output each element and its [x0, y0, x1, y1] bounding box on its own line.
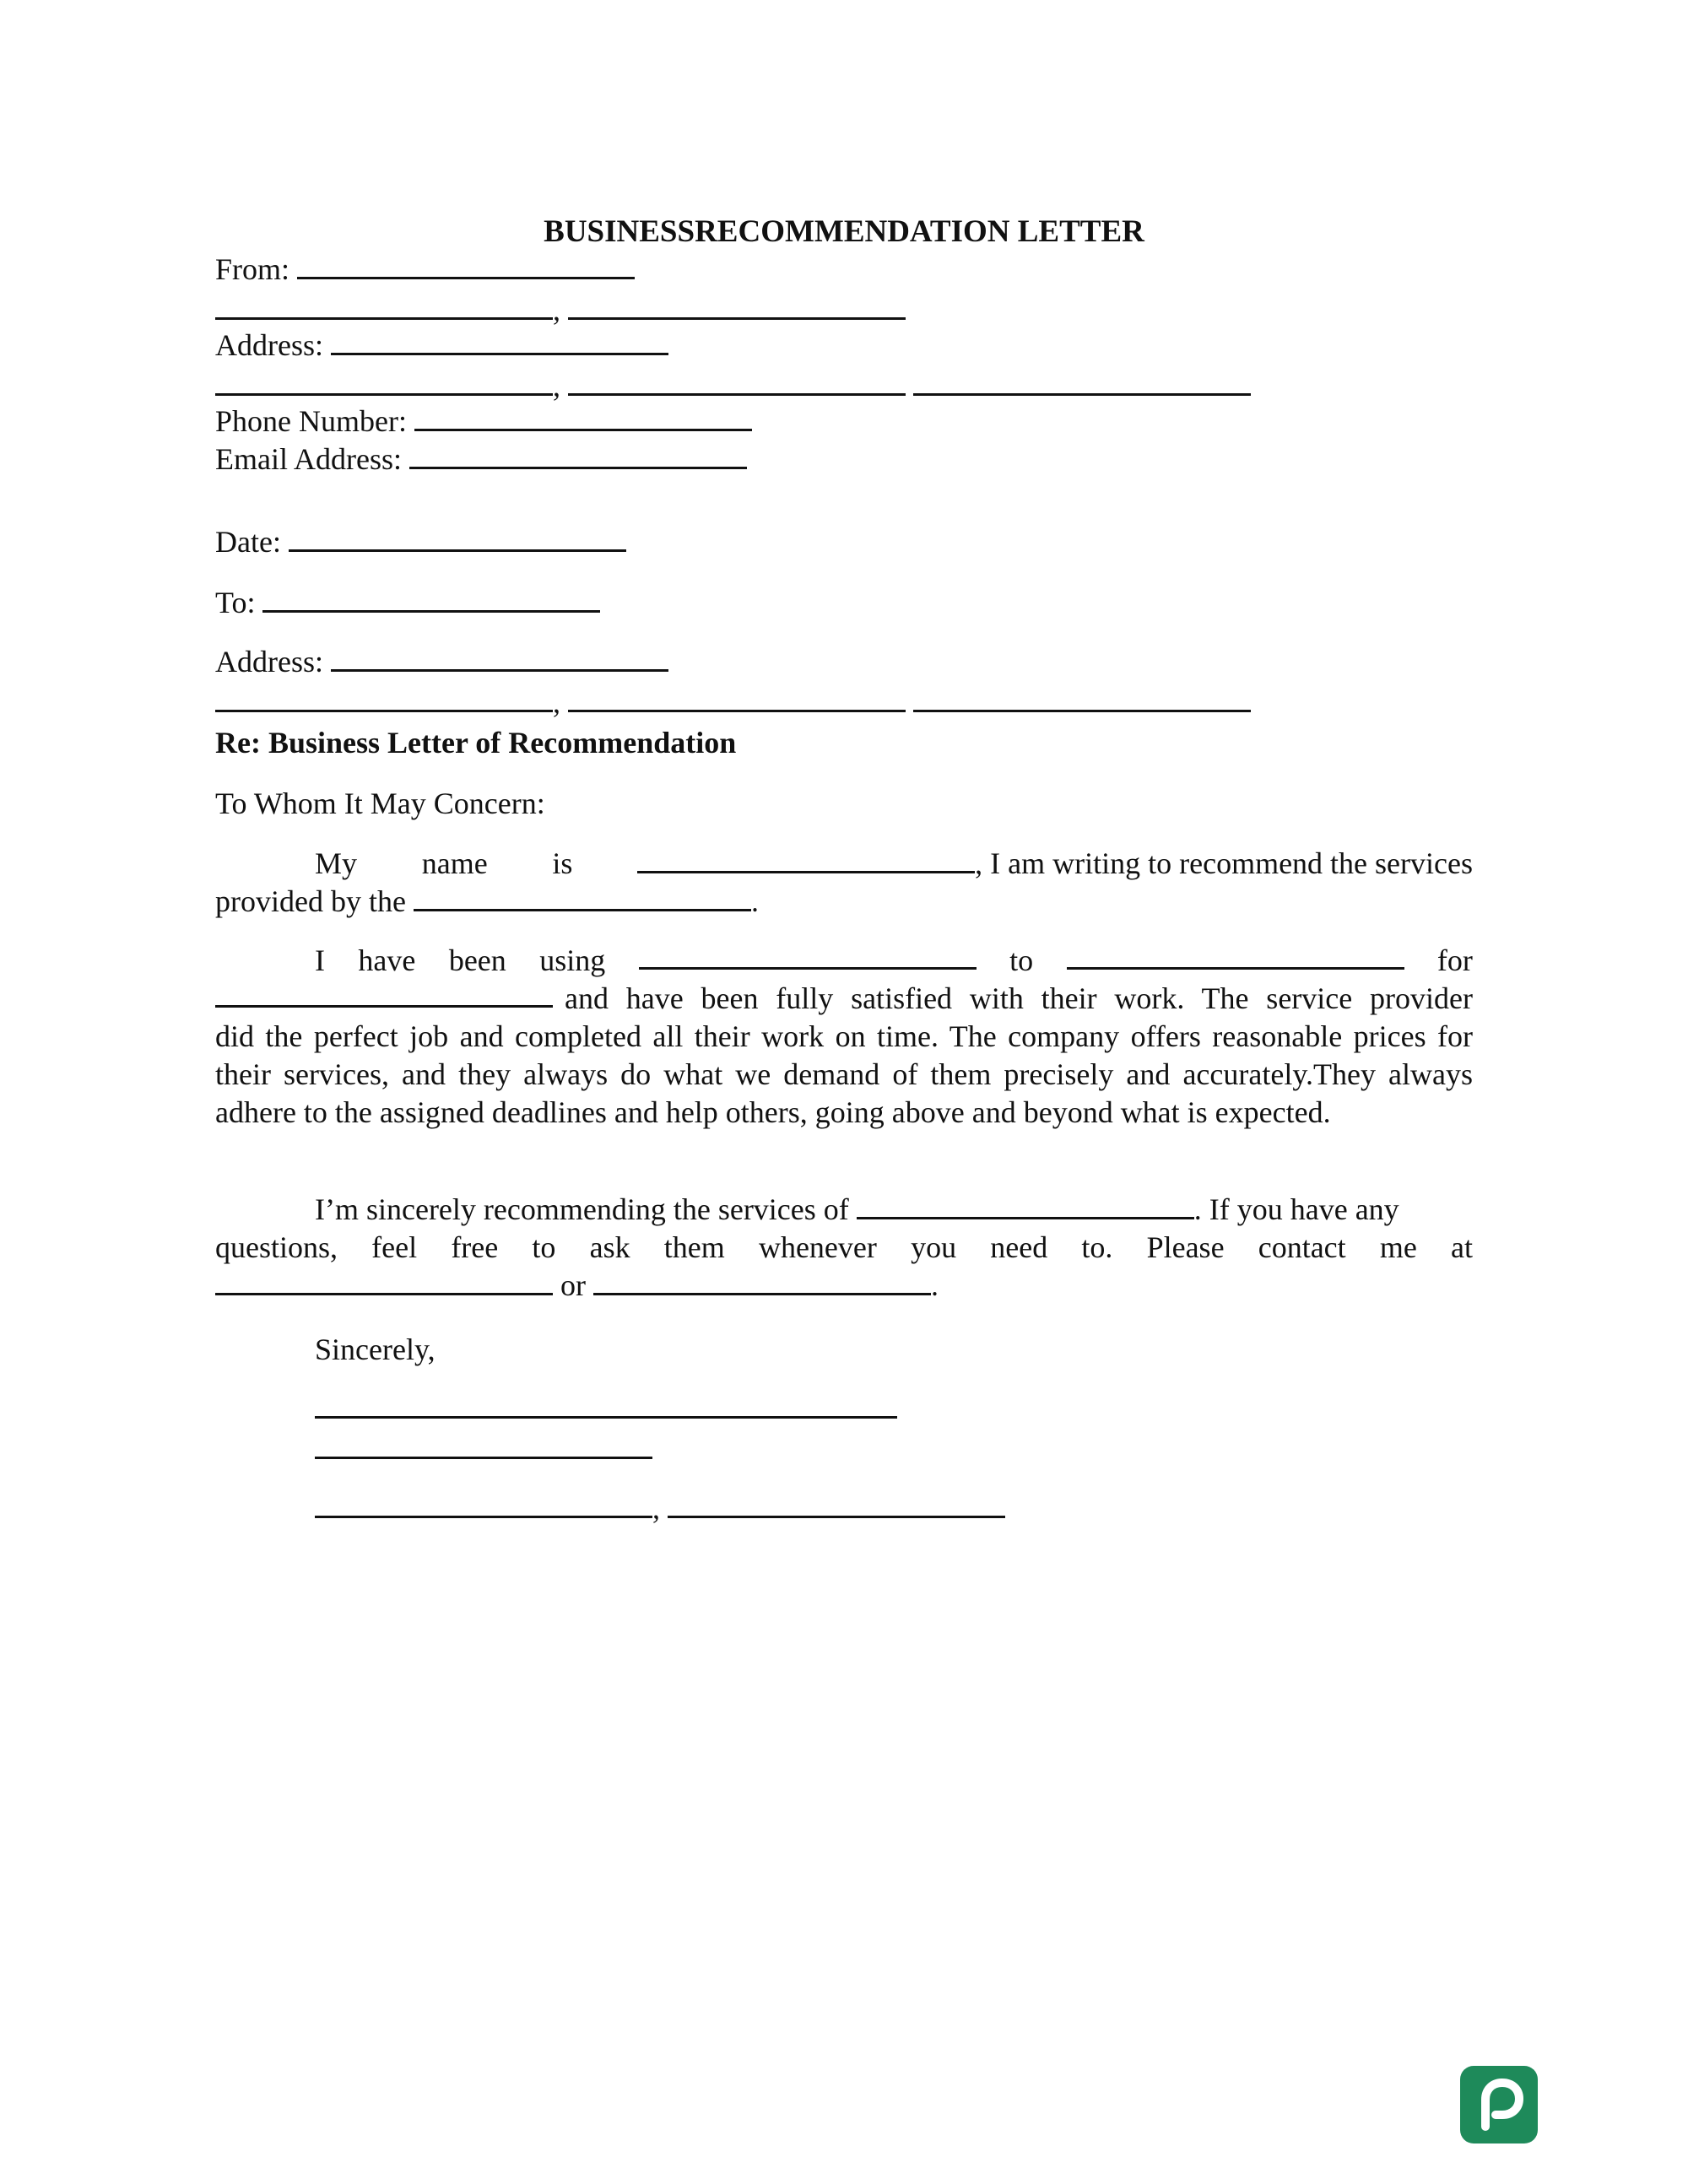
email-field[interactable]: [409, 441, 747, 469]
printed-name-line: [315, 1430, 652, 1468]
service-purpose-field[interactable]: [1067, 942, 1404, 970]
date-field[interactable]: [289, 524, 626, 552]
comma: ,: [553, 685, 560, 719]
phone-line: [215, 403, 752, 441]
word: is: [552, 846, 573, 880]
email-label: Email Address:: [215, 442, 402, 476]
recipient-address-label: Address:: [215, 645, 323, 678]
sender-first-name-field[interactable]: [215, 292, 553, 320]
period: .: [750, 884, 759, 918]
recipient-city-field[interactable]: [215, 684, 553, 712]
sender-street-field[interactable]: [331, 327, 668, 355]
recipient-name-field[interactable]: [262, 585, 600, 613]
sender-city-line: [215, 367, 1251, 405]
document-title: BUSINESSRECOMMENDATION LETTER: [544, 214, 1144, 249]
recipient-city-line: [215, 684, 1251, 722]
date-label: Date:: [215, 525, 281, 559]
duration-field[interactable]: [215, 980, 553, 1008]
paragraph-2-line-2-text: and have been fully satisfied with their work. The service provider: [565, 981, 1473, 1015]
writer-name-field[interactable]: [637, 846, 975, 873]
printed-name-field[interactable]: [315, 1431, 652, 1459]
signature-line: [315, 1390, 897, 1428]
word: have: [358, 943, 416, 977]
word: I: [315, 943, 325, 977]
word: My: [315, 846, 358, 880]
sender-address-line: [215, 327, 668, 365]
paragraph-1-line-1: [215, 845, 1473, 883]
word: to: [1009, 943, 1034, 977]
recipient-address-line: [215, 643, 668, 681]
paragraph-3-line-1: [215, 1191, 1473, 1229]
recipient-zip-field[interactable]: [913, 684, 1251, 712]
paragraph-1: [215, 845, 1473, 921]
contact-email-field[interactable]: [593, 1268, 931, 1295]
signer-title-line: [315, 1489, 1005, 1527]
paragraph-2-line-2: [215, 980, 1473, 1018]
paragraph-3-line-2: questions, feel free to ask them whenever you need to. Please contact me at: [215, 1230, 1473, 1264]
paragraph-1-line-2-start: provided by the: [215, 884, 406, 918]
sender-last-name-field[interactable]: [568, 292, 906, 320]
contact-phone-field[interactable]: [215, 1268, 553, 1295]
sender-name-line: [215, 291, 906, 329]
word: using: [539, 943, 606, 977]
signer-company-field[interactable]: [668, 1490, 1005, 1518]
recipient-state-field[interactable]: [568, 684, 906, 712]
provider-name-field[interactable]: [414, 884, 751, 911]
paragraph-1-line-2: [215, 883, 1473, 921]
subject-line: Re: Business Letter of Recommendation: [215, 726, 737, 760]
date-line: [215, 523, 626, 561]
from-label: From:: [215, 252, 290, 286]
phone-label: Phone Number:: [215, 404, 407, 438]
paragraph-2: [215, 942, 1473, 1132]
email-line: [215, 441, 747, 478]
closing: Sincerely,: [315, 1333, 436, 1366]
signer-title-field[interactable]: [315, 1490, 652, 1518]
paragraph-3-line-1-end: . If you have any: [1193, 1192, 1399, 1226]
paragraph-2-line-1: [215, 942, 1473, 980]
sender-zip-field[interactable]: [913, 368, 1251, 396]
from-line: [215, 251, 635, 289]
comma: ,: [553, 293, 560, 327]
sender-state-field[interactable]: [568, 368, 906, 396]
paragraph-3: [215, 1191, 1473, 1305]
word: for: [1436, 943, 1473, 977]
pdffiller-p-logo-icon: [1460, 2066, 1538, 2143]
signature-field[interactable]: [315, 1391, 897, 1419]
recommended-company-field[interactable]: [857, 1192, 1194, 1219]
to-line: [215, 584, 600, 622]
paragraph-3-line-3: [215, 1267, 1473, 1305]
paragraph-1-line-1-rest: , I am writing to recommend the services: [975, 846, 1473, 880]
sender-address-label: Address:: [215, 328, 323, 362]
phone-field[interactable]: [414, 403, 752, 431]
salutation: To Whom It May Concern:: [215, 787, 545, 820]
word: been: [448, 943, 506, 977]
from-name-field[interactable]: [297, 251, 635, 279]
recipient-street-field[interactable]: [331, 644, 668, 672]
word: name: [421, 846, 488, 880]
to-label: To:: [215, 586, 256, 619]
comma: ,: [553, 369, 560, 403]
comma: ,: [652, 1491, 660, 1525]
word: or: [560, 1268, 586, 1302]
paragraph-2-body: did the perfect job and completed all their work on time. The company offers reasonable prices for their services, and they always do what we demand of them precisely and accurately.They always adhere to the assigned deadlines and help others, going above and beyond what is expected.: [215, 1019, 1473, 1129]
period: .: [931, 1268, 939, 1302]
service-used-field[interactable]: [639, 942, 977, 970]
sender-city-field[interactable]: [215, 368, 553, 396]
paragraph-3-line-1-start: I’m sincerely recommending the services of: [315, 1192, 849, 1226]
